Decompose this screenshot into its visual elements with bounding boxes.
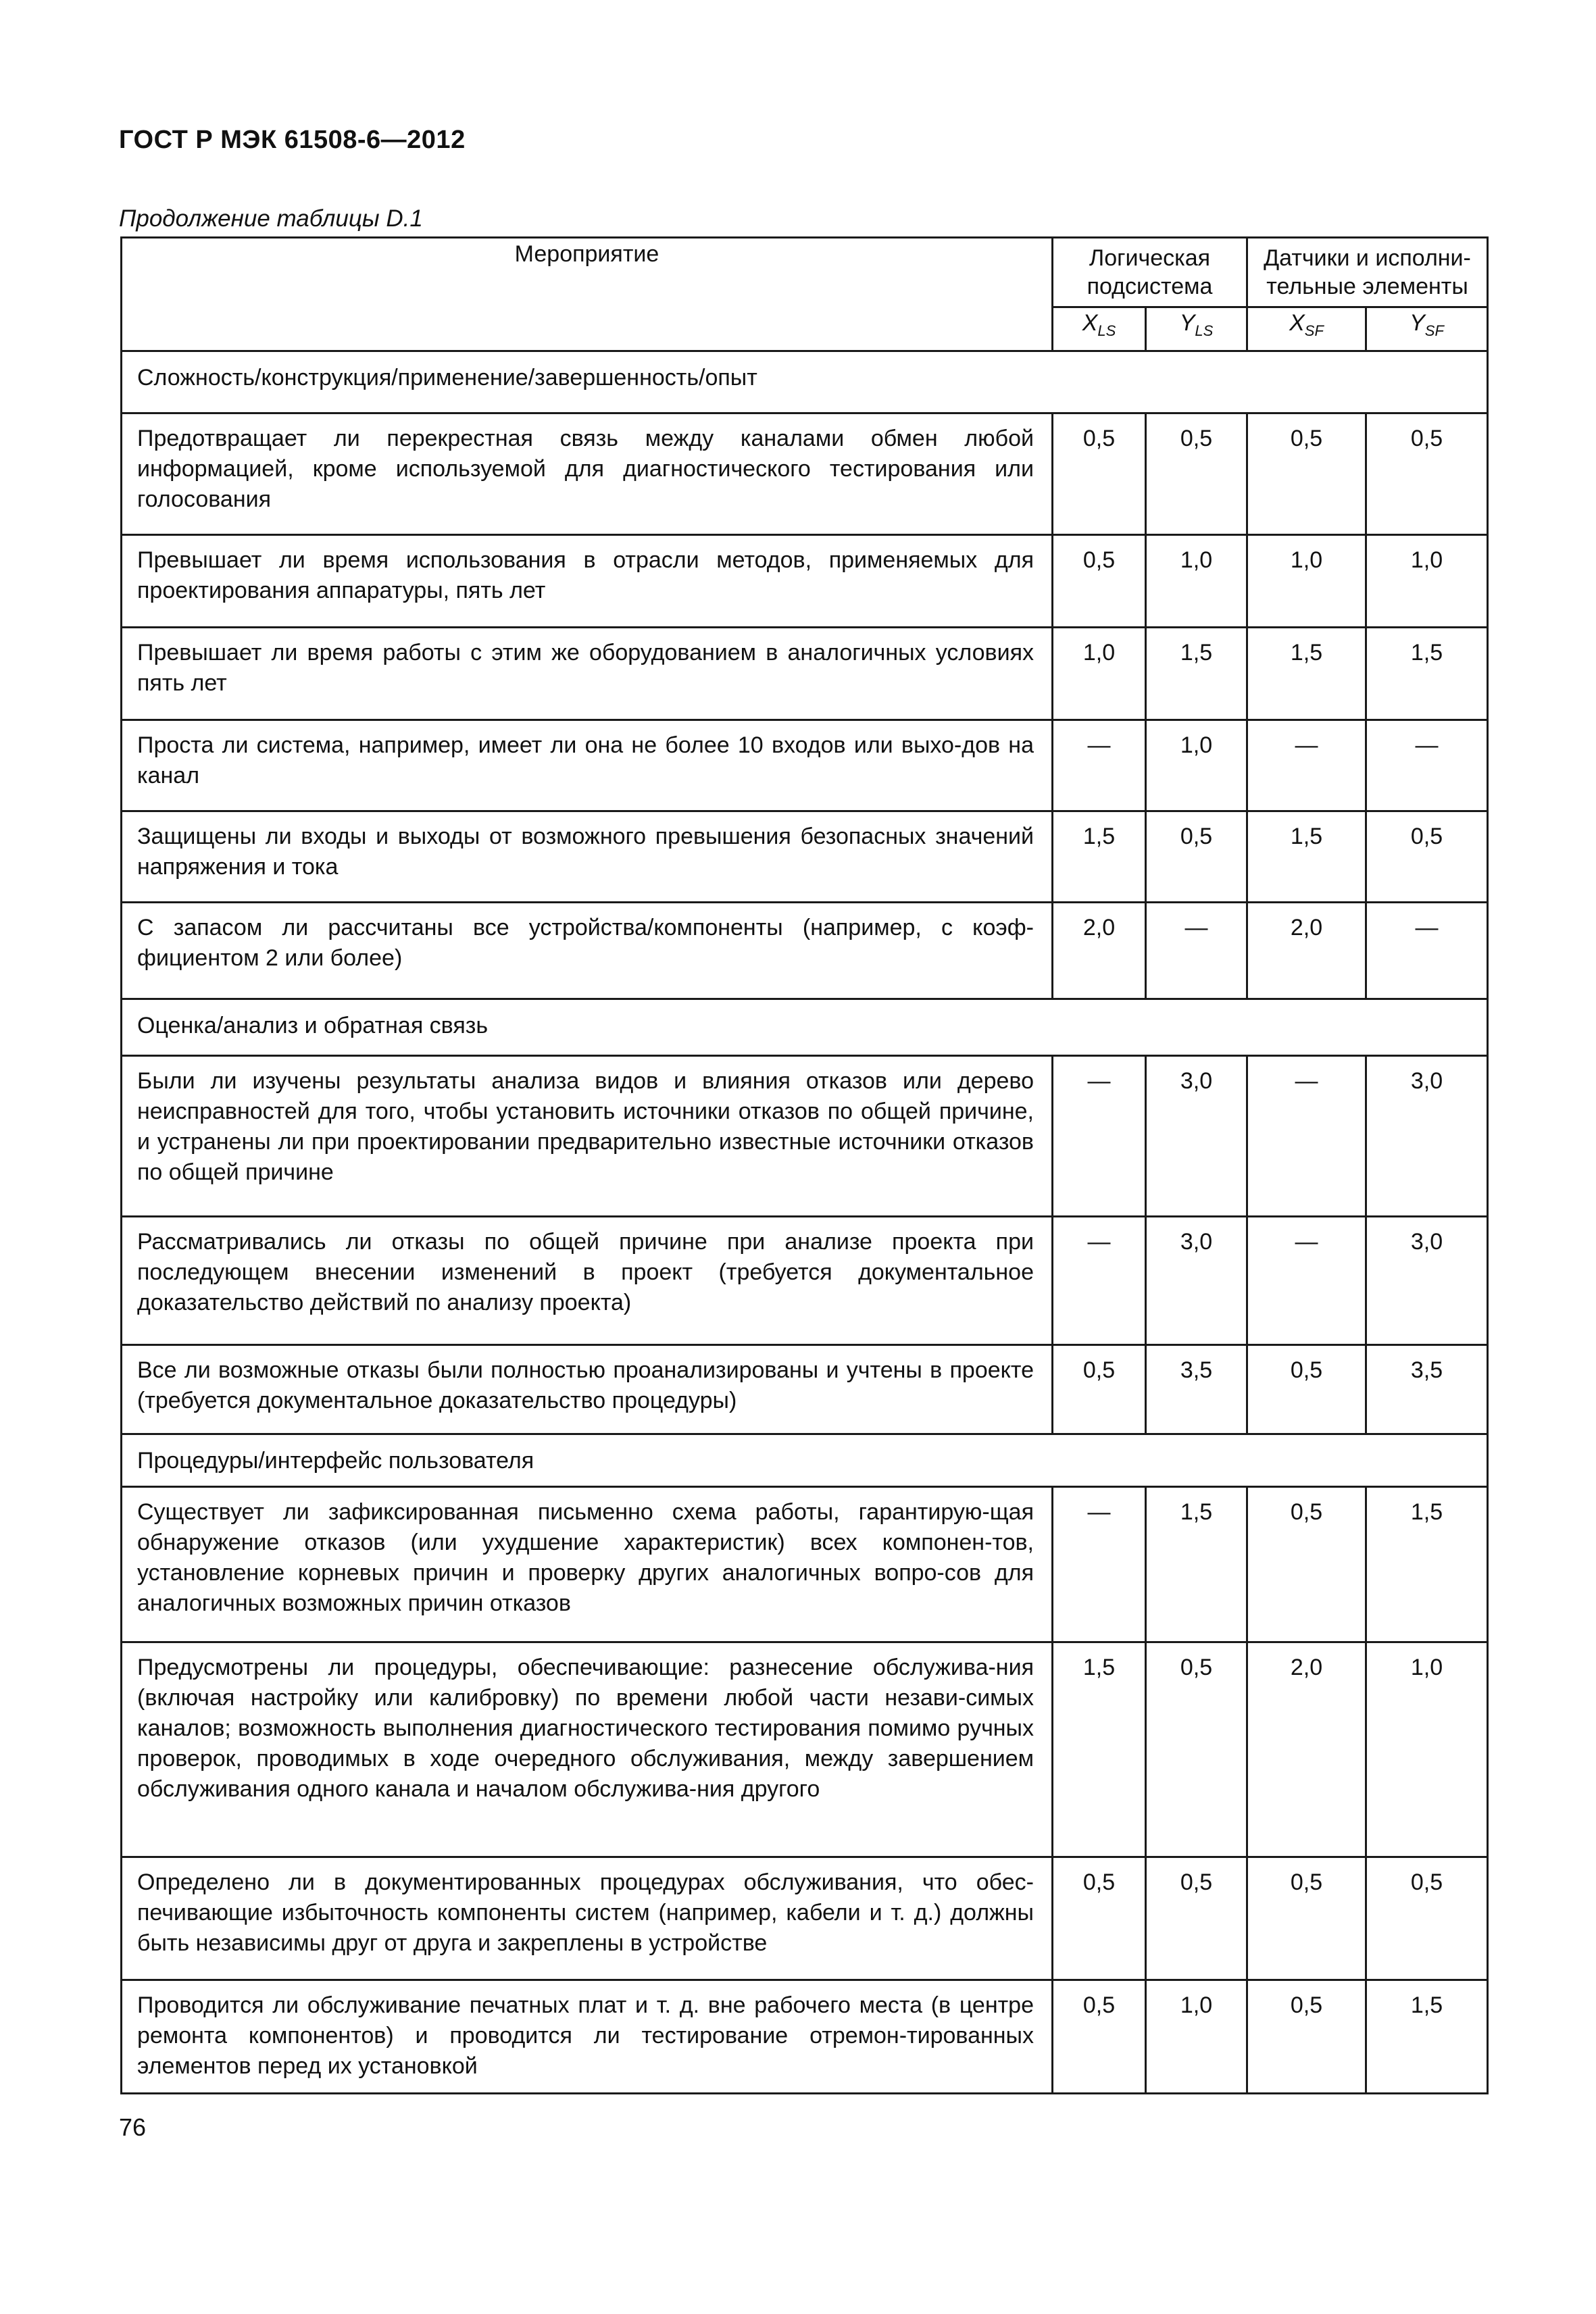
value-xsf: — [1247,720,1366,811]
section-title: Оценка/анализ и обратная связь [122,999,1488,1056]
table-row [122,720,1488,811]
value-xls: — [1053,1487,1146,1642]
value-xsf: 0,5 [1247,1487,1366,1642]
table-row [122,1056,1488,1217]
page-number: 76 [119,2113,147,2141]
value-xsf: — [1247,1056,1366,1217]
value-yls: 0,5 [1146,1642,1247,1857]
measure-text: Предотвращает ли перекрестная связь между каналами обмен любой информацией, кроме используемой для диагностического тестирования или голосования [122,413,1053,535]
value-xsf: — [1247,1217,1366,1345]
value-yls: — [1146,903,1247,999]
value-xls: 1,0 [1053,628,1146,720]
table-row [122,903,1488,999]
column-group-logic-subsystem: Логическая подсистема [1053,238,1247,307]
value-ysf: 3,0 [1366,1056,1488,1217]
value-xsf: 2,0 [1247,1642,1366,1857]
value-yls: 0,5 [1146,1857,1247,1980]
value-ysf: 0,5 [1366,811,1488,903]
value-ysf: 3,5 [1366,1345,1488,1434]
value-yls: 1,0 [1146,535,1247,628]
value-yls: 1,0 [1146,1980,1247,2094]
measure-text: Все ли возможные отказы были полностью проанализированы и учтены в проекте (требуется документальное доказательство процедуры) [122,1345,1053,1434]
value-xls: 2,0 [1053,903,1146,999]
table-row [122,1980,1488,2094]
measure-text: С запасом ли рассчитаны все устройства/компоненты (например, с коэф-фициентом 2 или более) [122,903,1053,999]
column-header-ysf: $Y_{SF}$ [1366,307,1488,351]
value-xls: 1,5 [1053,811,1146,903]
value-yls: 1,5 [1146,1487,1247,1642]
measures-table [120,236,1489,2094]
value-xsf: 1,0 [1247,535,1366,628]
value-xls: 0,5 [1053,535,1146,628]
value-yls: 3,0 [1146,1056,1247,1217]
value-xls: — [1053,1056,1146,1217]
value-xls: 1,5 [1053,1642,1146,1857]
value-ysf: 1,5 [1366,1487,1488,1642]
measure-text: Существует ли зафиксированная письменно схема работы, гарантирую-щая обнаружение отказов (или ухудшение характеристик) всех компонен-тов, установление корневых причин и проверку других аналогичных вопро-сов для аналогичных возможных причин отказов [122,1487,1053,1642]
value-ysf: 1,0 [1366,535,1488,628]
value-xls: 0,5 [1053,413,1146,535]
measure-text: Предусмотрены ли процедуры, обеспечивающие: разнесение обслужива-ния (включая настройку или калибровку) по времени любой части незави-симых каналов; возможность выполнения диагностического тестирования помимо ручных проверок, проводимых в ходе очередного обслуживания, между завершением обслуживания одного канала и началом обслужива-ния другого [122,1642,1053,1857]
column-header-xsf: $X_{SF}$ [1247,307,1366,351]
table-header-row [122,238,1488,307]
measure-text: Проста ли система, например, имеет ли она не более 10 входов или выхо-дов на канал [122,720,1053,811]
value-ysf: — [1366,903,1488,999]
table-row [122,628,1488,720]
value-ysf: 1,0 [1366,1642,1488,1857]
section-row [122,1434,1488,1487]
table-row [122,535,1488,628]
value-xsf: 0,5 [1247,413,1366,535]
value-xls: 0,5 [1053,1857,1146,1980]
value-yls: 3,0 [1146,1217,1247,1345]
measure-text: Превышает ли время работы с этим же оборудованием в аналогичных условиях пять лет [122,628,1053,720]
value-ysf: 0,5 [1366,413,1488,535]
value-ysf: 0,5 [1366,1857,1488,1980]
section-row [122,351,1488,413]
value-yls: 3,5 [1146,1345,1247,1434]
value-yls: 1,0 [1146,720,1247,811]
measure-text: Были ли изучены результаты анализа видов и влияния отказов или дерево неисправностей для того, чтобы установить источники отказов по общей причине, и устранены ли при проектировании предварительно известные источники отказов по общей причине [122,1056,1053,1217]
measure-text: Защищены ли входы и выходы от возможного превышения безопасных значений напряжения и тока [122,811,1053,903]
table-row [122,811,1488,903]
value-xsf: 0,5 [1247,1980,1366,2094]
table-row [122,1857,1488,1980]
measure-text: Определено ли в документированных процедурах обслуживания, что обес-печивающие избыточность компоненты систем (например, кабели и т. д.) должны быть независимы друг от друга и закреплены в устройстве [122,1857,1053,1980]
value-xls: 0,5 [1053,1980,1146,2094]
table-row [122,1345,1488,1434]
column-group-sensors-actuators: Датчики и исполни-тельные элементы [1247,238,1488,307]
section-title: Процедуры/интерфейс пользователя [122,1434,1488,1487]
value-xsf: 1,5 [1247,628,1366,720]
value-xsf: 0,5 [1247,1345,1366,1434]
value-xsf: 0,5 [1247,1857,1366,1980]
value-yls: 0,5 [1146,811,1247,903]
table-caption: Продолжение таблицы D.1 [119,205,423,232]
table-row [122,413,1488,535]
column-header-yls: $Y_{LS}$ [1146,307,1247,351]
section-title: Сложность/конструкция/применение/завершенность/опыт [122,351,1488,413]
value-yls: 0,5 [1146,413,1247,535]
table-row [122,1487,1488,1642]
value-ysf: 3,0 [1366,1217,1488,1345]
value-xls: — [1053,1217,1146,1345]
document-code: ГОСТ Р МЭК 61508-6—2012 [119,126,466,154]
column-header-measure: Мероприятие [122,238,1053,351]
table-row [122,1642,1488,1857]
value-yls: 1,5 [1146,628,1247,720]
value-xsf: 1,5 [1247,811,1366,903]
table-row [122,1217,1488,1345]
measure-text: Превышает ли время использования в отрасли методов, применяемых для проектирования аппаратуры, пять лет [122,535,1053,628]
value-xls: — [1053,720,1146,811]
column-header-xls: $X_{LS}$ [1053,307,1146,351]
measure-text: Проводится ли обслуживание печатных плат и т. д. вне рабочего места (в центре ремонта компонентов) и проводится ли тестирование отремон-тированных элементов перед их установкой [122,1980,1053,2094]
value-xsf: 2,0 [1247,903,1366,999]
section-row [122,999,1488,1056]
measure-text: Рассматривались ли отказы по общей причине при анализе проекта при последующем внесении изменений в проект (требуется документальное доказательство действий по анализу проекта) [122,1217,1053,1345]
value-ysf: 1,5 [1366,628,1488,720]
value-ysf: — [1366,720,1488,811]
value-ysf: 1,5 [1366,1980,1488,2094]
value-xls: 0,5 [1053,1345,1146,1434]
